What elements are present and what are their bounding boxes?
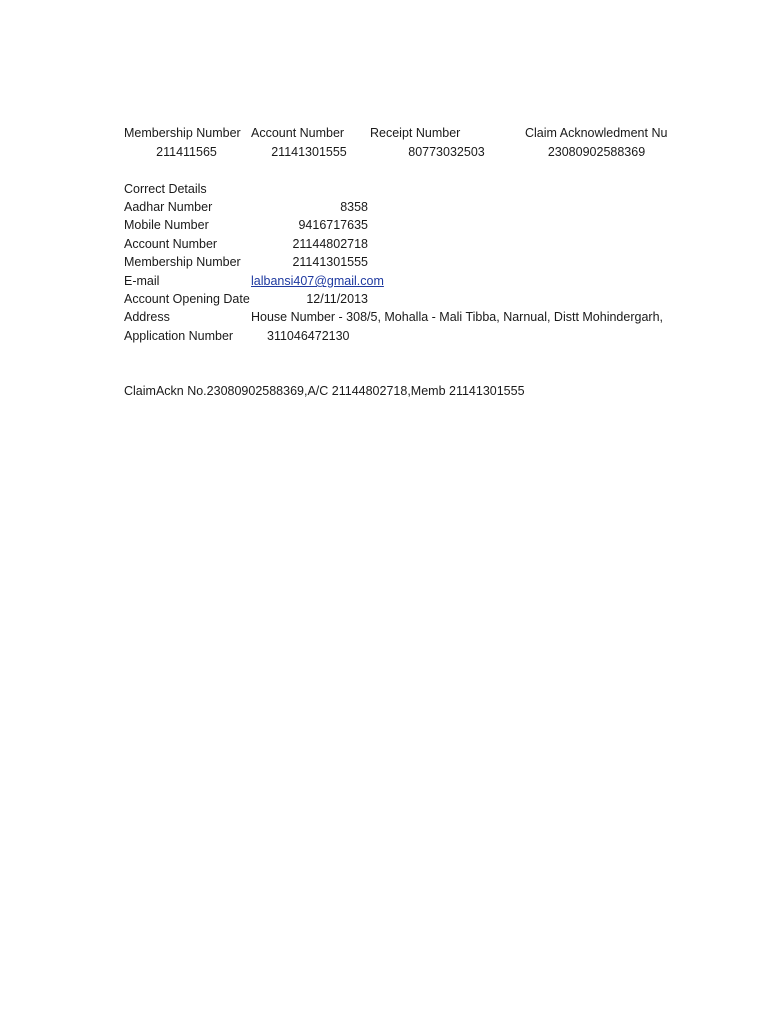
label-address: Address <box>124 310 170 324</box>
value-account-opening-date: 12/11/2013 <box>306 292 368 306</box>
header-receipt-number: Receipt Number <box>370 126 461 140</box>
header-account-number: Account Number <box>251 126 345 140</box>
value-account-number: 21141301555 <box>271 145 347 159</box>
value-membership-number: 211411565 <box>156 145 217 159</box>
email-link[interactable]: lalbansi407@gmail.com <box>251 274 384 288</box>
value-aadhar-number: 8358 <box>340 200 368 214</box>
value-mobile-number: 9416717635 <box>298 218 368 232</box>
value-receipt-number: 80773032503 <box>408 145 485 159</box>
value-address: House Number - 308/5, Mohalla - Mali Tibba, Narnual, Distt Mohindergarh, <box>251 310 663 324</box>
correct-details-title: Correct Details <box>124 182 207 196</box>
label-account-number: Account Number <box>124 237 218 251</box>
summary-line: ClaimAckn No.23080902588369,A/C 21144802718,Memb 21141301555 <box>124 384 525 398</box>
label-application-number: Application Number <box>124 329 234 343</box>
value-account-number-correct: 21144802718 <box>292 237 368 251</box>
header-claim-ack: Claim Acknowledment Nu <box>525 126 668 140</box>
label-mobile-number: Mobile Number <box>124 218 209 232</box>
header-membership-number: Membership Number <box>124 126 241 140</box>
label-membership-number: Membership Number <box>124 255 241 269</box>
value-application-number: 311046472130 <box>267 329 350 343</box>
value-claim-ack: 23080902588369 <box>547 145 646 159</box>
label-email: E-mail <box>124 274 160 288</box>
label-account-opening-date: Account Opening Date <box>124 292 250 306</box>
value-membership-number-correct: 21141301555 <box>292 255 368 269</box>
label-aadhar-number: Aadhar Number <box>124 200 213 214</box>
